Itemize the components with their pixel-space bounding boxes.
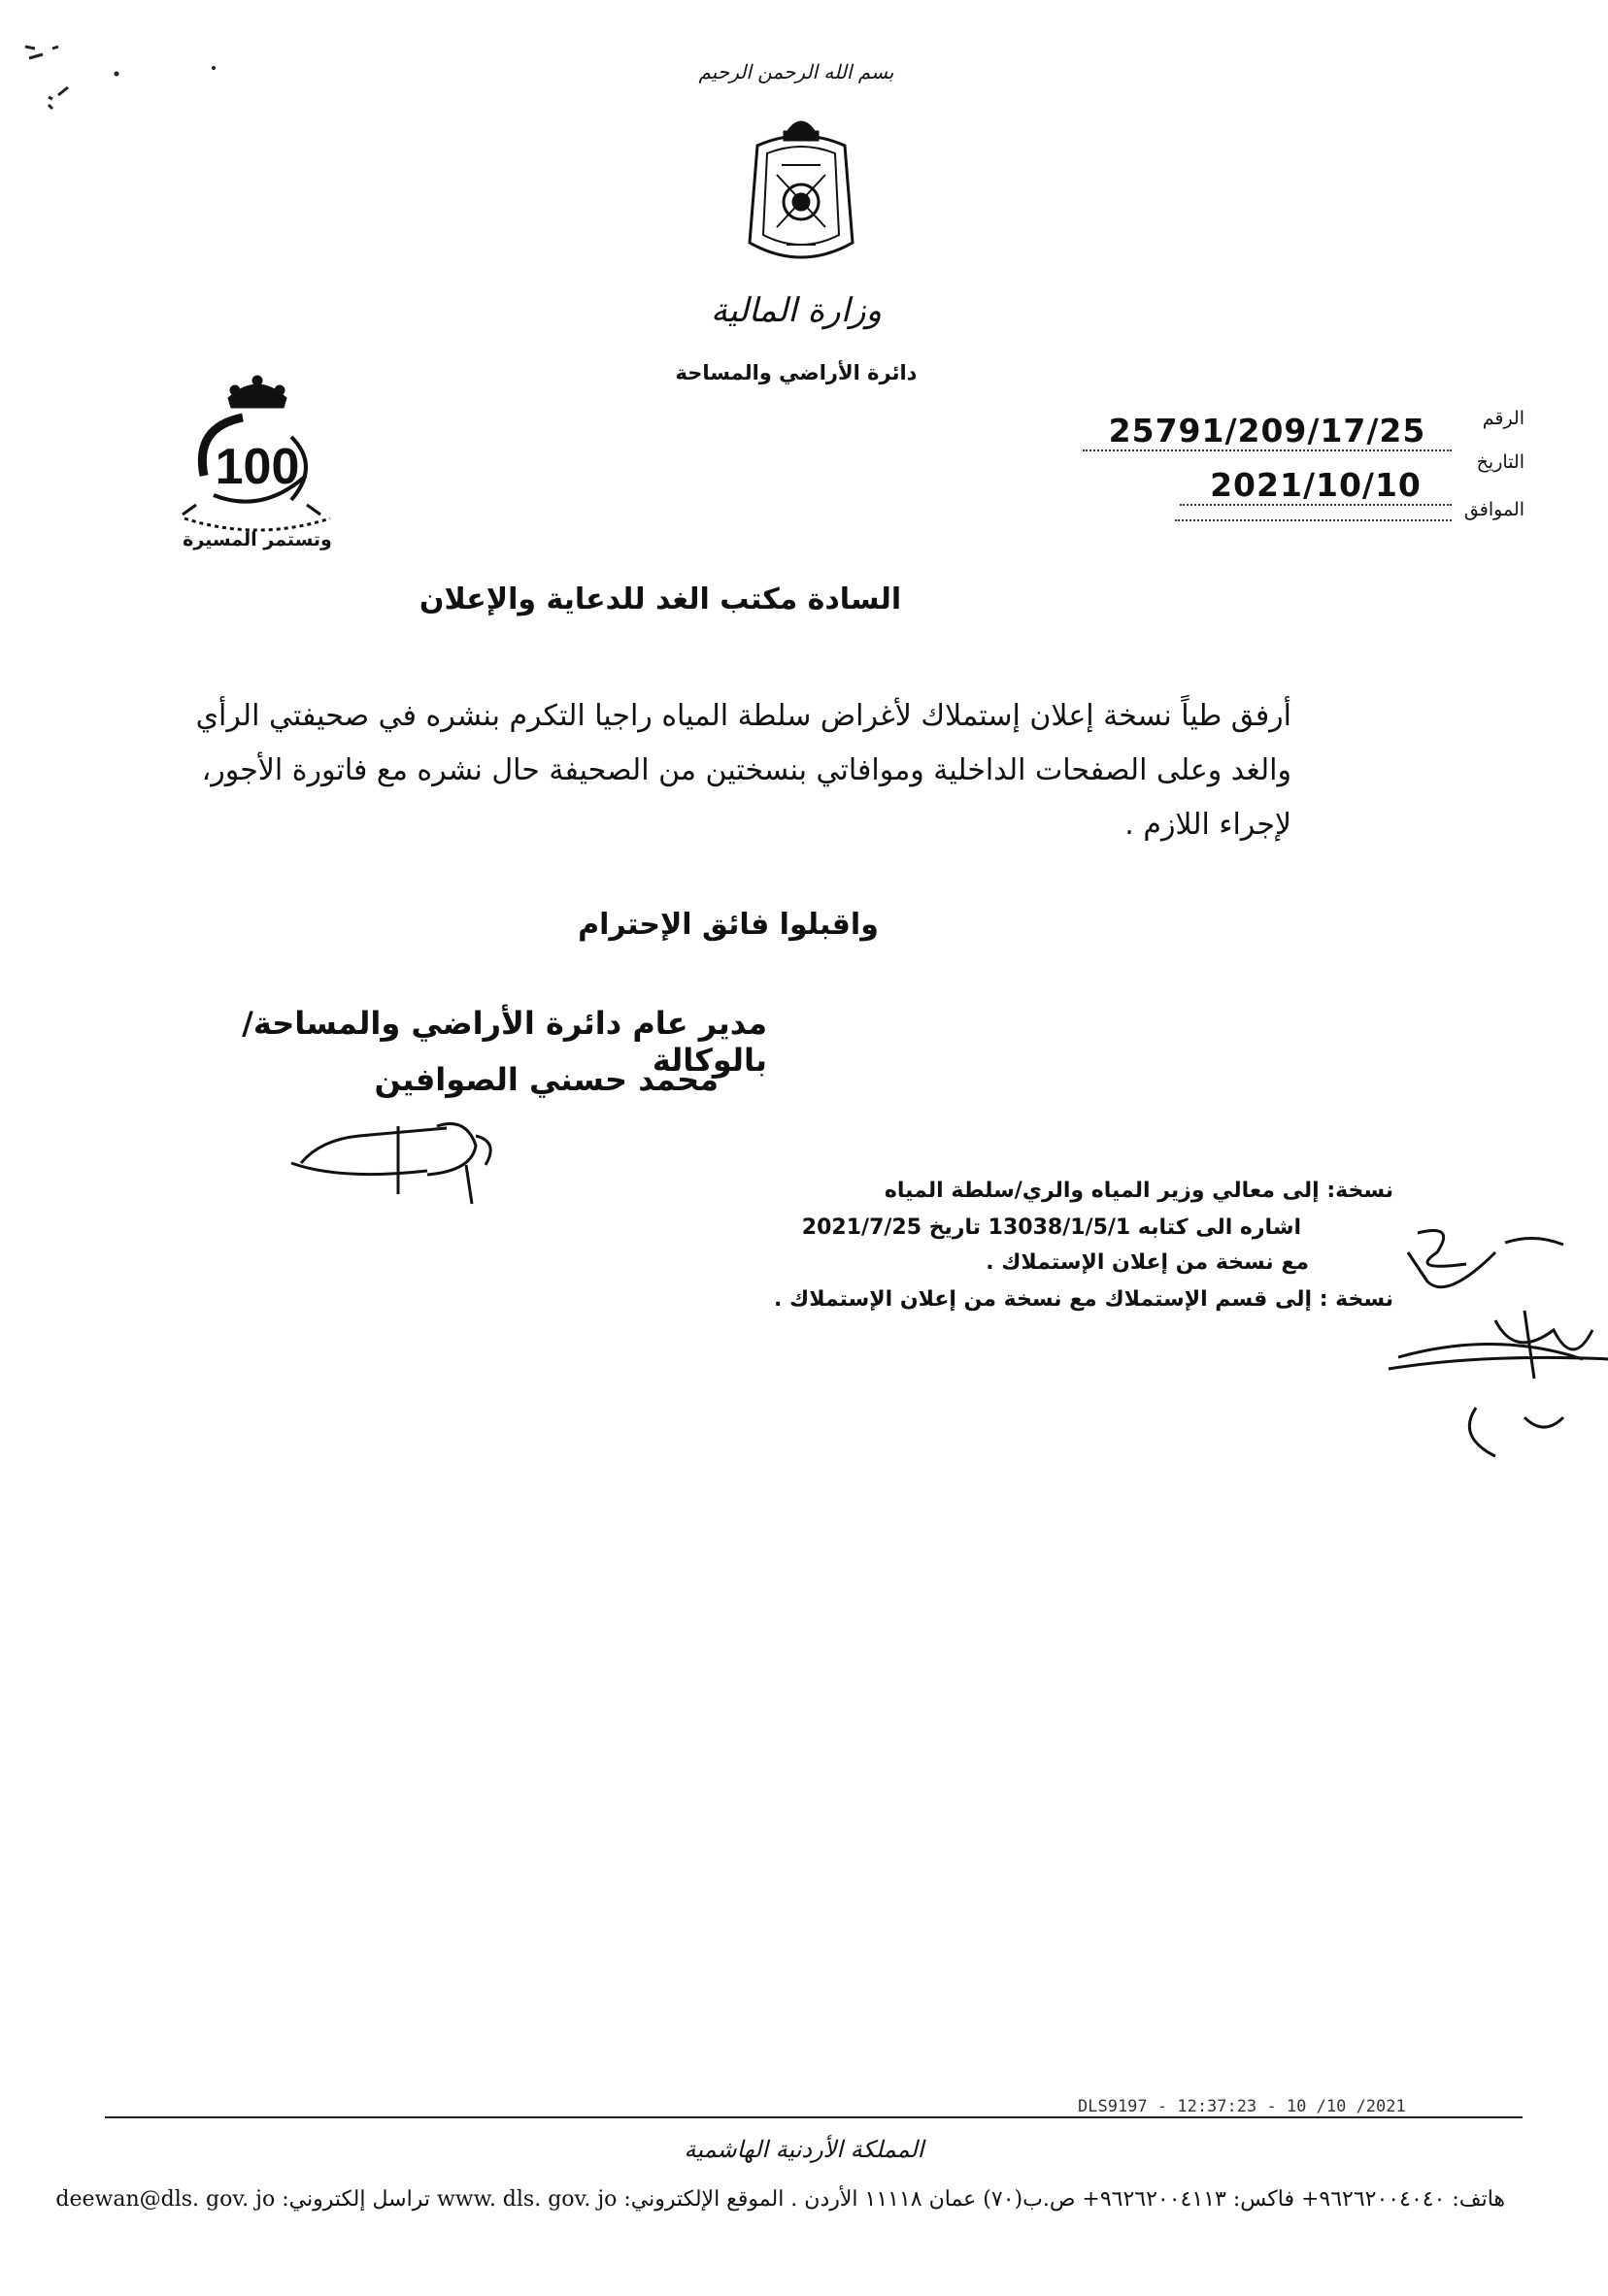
reference-number-value: 25791/209/17/25 [1083,412,1452,451]
document-id-stamp: DLS9197 - 12:37:23 - 10 /10 /2021 [1078,2097,1406,2116]
contact-info: هاتف: ٩٦٢٦٢٠٠٤٠٤٠+ فاكس: ٩٦٢٦٢٠٠٤١١٣+ ص.ب(٧٠) عمان ١١١١٨ الأردن . الموقع الإلكتروني: www. dls. gov. jo تراسل إلكتروني: deewan@dls. gov. jo [55,2187,1505,2212]
logo-100-number: 100 [215,439,300,495]
footer-divider [105,2116,1523,2118]
recipient-line: السادة مكتب الغد للدعاية والإعلان [419,582,902,616]
date-label: التاريخ [1476,451,1524,473]
kingdom-name: المملكة الأردنية الهاشمية [684,2136,924,2163]
signer-name: محمد حسني الصوافين [374,1061,719,1098]
reference-number-label: الرقم [1482,408,1524,429]
scan-specks [19,39,252,136]
director-signature [282,1107,515,1214]
jordan-coat-of-arms-emblem [728,107,874,282]
ministry-name: وزارة المالية [711,291,882,330]
cc-line-minister: نسخة: إلى معالي وزير المياه والري/سلطة المياه [884,1179,1393,1203]
letter-body: أرفق طياً نسخة إعلان إستملاك لأغراض سلطة المياه راجيا التكرم بنشره في صحيفتي الرأي والغد وعلى الصفحات الداخلية وموافاتي بنسختين من الصحيفة حال نشره مع فاتورة الأجور، لإجراء اللازم . [195,699,1291,842]
centennial-100-logo-icon [175,359,340,553]
signer-title: مدير عام دائرة الأراضي والمساحة/بالوكالة [242,1005,767,1079]
logo-slogan: وتستمر المسيرة [183,529,332,550]
corresponding-date-label: الموافق [1463,499,1524,520]
date-value: 2021/10/10 [1180,466,1452,506]
cc-line-attachment: مع نسخة من إعلان الإستملاك . [986,1250,1309,1275]
cc-line-expropriation-section: نسخة : إلى قسم الإستملاك مع نسخة من إعلان الإستملاك . [774,1287,1393,1312]
cc-line-reference: اشاره الى كتابه 13038/1/5/1 تاريخ 2021/7/25 [801,1215,1301,1240]
department-name: دائرة الأراضي والمساحة [675,361,918,384]
corresponding-date-value [1175,519,1452,521]
closing-line: واقبلوا فائق الإحترام [578,908,879,942]
handwritten-initials-annotation [1379,1214,1608,1466]
basmala-text: بسم الله الرحمن الرحيم [698,60,894,83]
